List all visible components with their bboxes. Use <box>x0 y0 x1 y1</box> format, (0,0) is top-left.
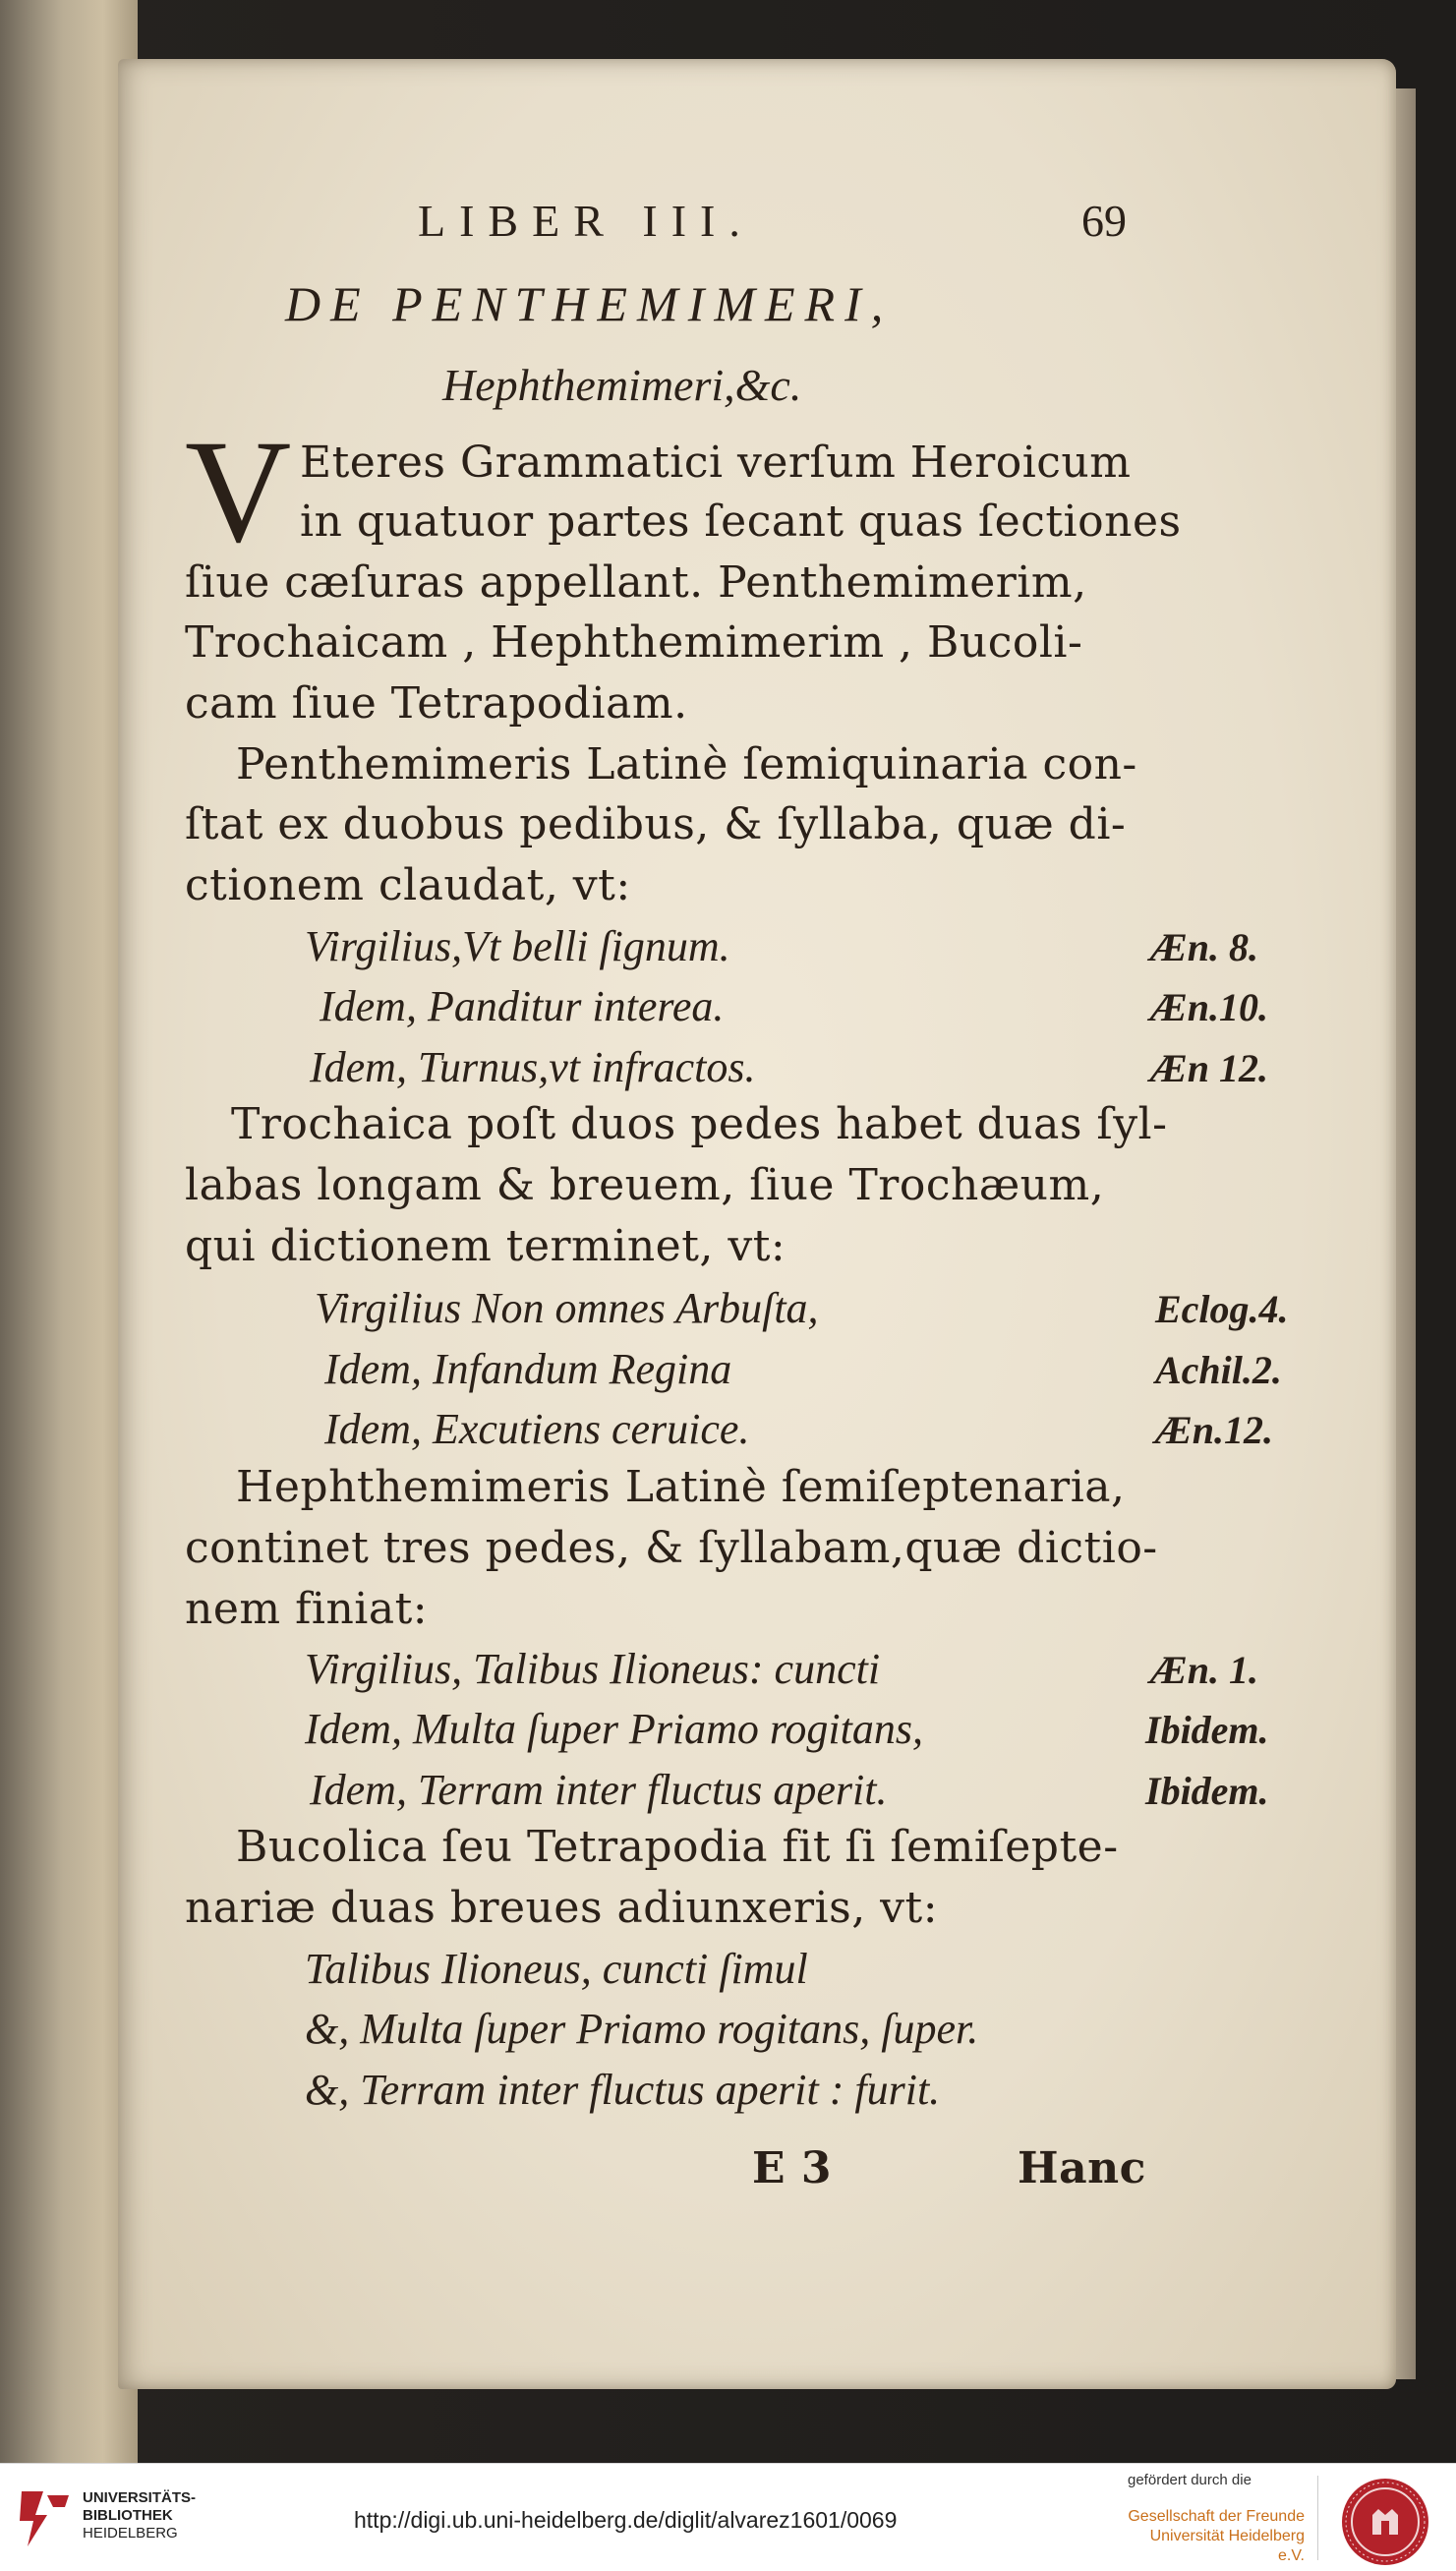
example-4-2: &, Multa ſuper Priamo rogitans, ſuper. <box>305 2005 979 2053</box>
section-title: DE PENTHEMIMERI, <box>285 276 894 331</box>
example-ref-2-3: Æn.12. <box>1155 1408 1273 1452</box>
para2-line-1: Trochaica poſt duos pedes habet duas ſyl- <box>231 1099 1168 1149</box>
example-ref-1-2: Æn.10. <box>1150 985 1268 1029</box>
body-line-3: ſiue cæſuras appellant. Penthemimerim, <box>185 557 1087 608</box>
footer-divider <box>1317 2476 1318 2560</box>
example-2-3: Idem, Excutiens ceruice. <box>324 1405 750 1453</box>
library-line-1: UNIVERSITÄTS- <box>83 2489 197 2506</box>
body-line-4: Trochaicam , Hephthemimerim , Bucoli- <box>185 617 1083 668</box>
page-number: 69 <box>1081 196 1127 246</box>
example-ref-1-1: Æn. 8. <box>1150 925 1258 969</box>
example-2-1: Virgilius Non omnes Arbuſta, <box>315 1284 819 1332</box>
para4-line-2: nariæ duas breues adiunxeris, vt: <box>185 1883 939 1933</box>
permalink-url[interactable]: http://digi.ub.uni-heidelberg.de/diglit/alvarez1601/0069 <box>354 2507 898 2533</box>
library-name <box>83 2489 196 2542</box>
example-ref-3-3: Ibidem. <box>1145 1769 1269 1813</box>
example-ref-2-2: Achil.2. <box>1155 1348 1282 1392</box>
body-line-2: in quatuor partes ſecant quas ſectiones <box>300 497 1182 547</box>
para3-line-3: nem finiat: <box>185 1584 429 1634</box>
para2-line-3: qui dictionem terminet, vt: <box>185 1221 786 1271</box>
catchword: Hanc <box>1018 2143 1146 2193</box>
example-3-1: Virgilius, Talibus Ilioneus: cuncti <box>305 1645 881 1693</box>
ub-heidelberg-logo-icon <box>14 2485 75 2550</box>
running-head: LIBER III. <box>418 196 754 246</box>
section-subtitle: Hephthemimeri,&c. <box>442 360 802 410</box>
example-ref-2-1: Eclog.4. <box>1155 1287 1289 1331</box>
example-ref-3-2: Ibidem. <box>1145 1708 1269 1752</box>
body-line-7: ſtat ex duobus pedibus, & ſyllaba, quæ di- <box>185 799 1127 849</box>
para2-line-2: labas longam & breuem, ſiue Trochæum, <box>185 1160 1105 1210</box>
drop-cap: V <box>185 410 292 573</box>
example-1-2: Idem, Panditur interea. <box>320 982 725 1030</box>
example-1-1: Virgilius,Vt belli ſignum. <box>305 922 730 970</box>
example-3-2: Idem, Multa ſuper Priamo rogitans, <box>305 1705 923 1753</box>
body-line-6: Penthemimeris Latinè ſemiquinaria con- <box>236 739 1137 789</box>
para3-line-2: continet tres pedes, & ſyllabam,quæ dictio- <box>185 1523 1158 1573</box>
library-line-3: HEIDELBERG <box>83 2525 178 2542</box>
example-2-2: Idem, Infandum Regina <box>324 1345 732 1393</box>
example-3-3: Idem, Terram inter fluctus aperit. <box>310 1766 888 1814</box>
sponsor-intro: gefördert durch die <box>1128 2472 1252 2488</box>
example-ref-1-3: Æn 12. <box>1150 1046 1268 1090</box>
body-line-8: ctionem claudat, vt: <box>185 860 631 910</box>
example-4-3: &, Terram inter fluctus aperit : furit. <box>305 2066 941 2114</box>
body-line-5: cam ſiue Tetrapodiam. <box>185 678 688 729</box>
example-4-1: Talibus Ilioneus, cuncti ſimul <box>305 1945 808 1993</box>
footer-bar <box>0 2463 1456 2571</box>
para4-line-1: Bucolica ſeu Tetrapodia fit ſi ſemiſepte- <box>236 1822 1119 1872</box>
signature-mark: E 3 <box>752 2143 832 2193</box>
university-seal-icon <box>1339 2476 1431 2568</box>
body-line-1: Eteres Grammatici verſum Heroicum <box>300 438 1132 488</box>
para3-line-1: Hephthemimeris Latinè ſemiſeptenaria, <box>236 1462 1126 1512</box>
example-ref-3-1: Æn. 1. <box>1150 1648 1258 1692</box>
library-line-2: BIBLIOTHEK <box>83 2507 173 2524</box>
sponsor-line-1: Gesellschaft der Freunde <box>1128 2508 1305 2525</box>
sponsor-name <box>1128 2507 1305 2566</box>
example-1-3: Idem, Turnus,vt infractos. <box>310 1043 756 1091</box>
sponsor-line-2: Universität Heidelberg e.V. <box>1149 2528 1305 2564</box>
